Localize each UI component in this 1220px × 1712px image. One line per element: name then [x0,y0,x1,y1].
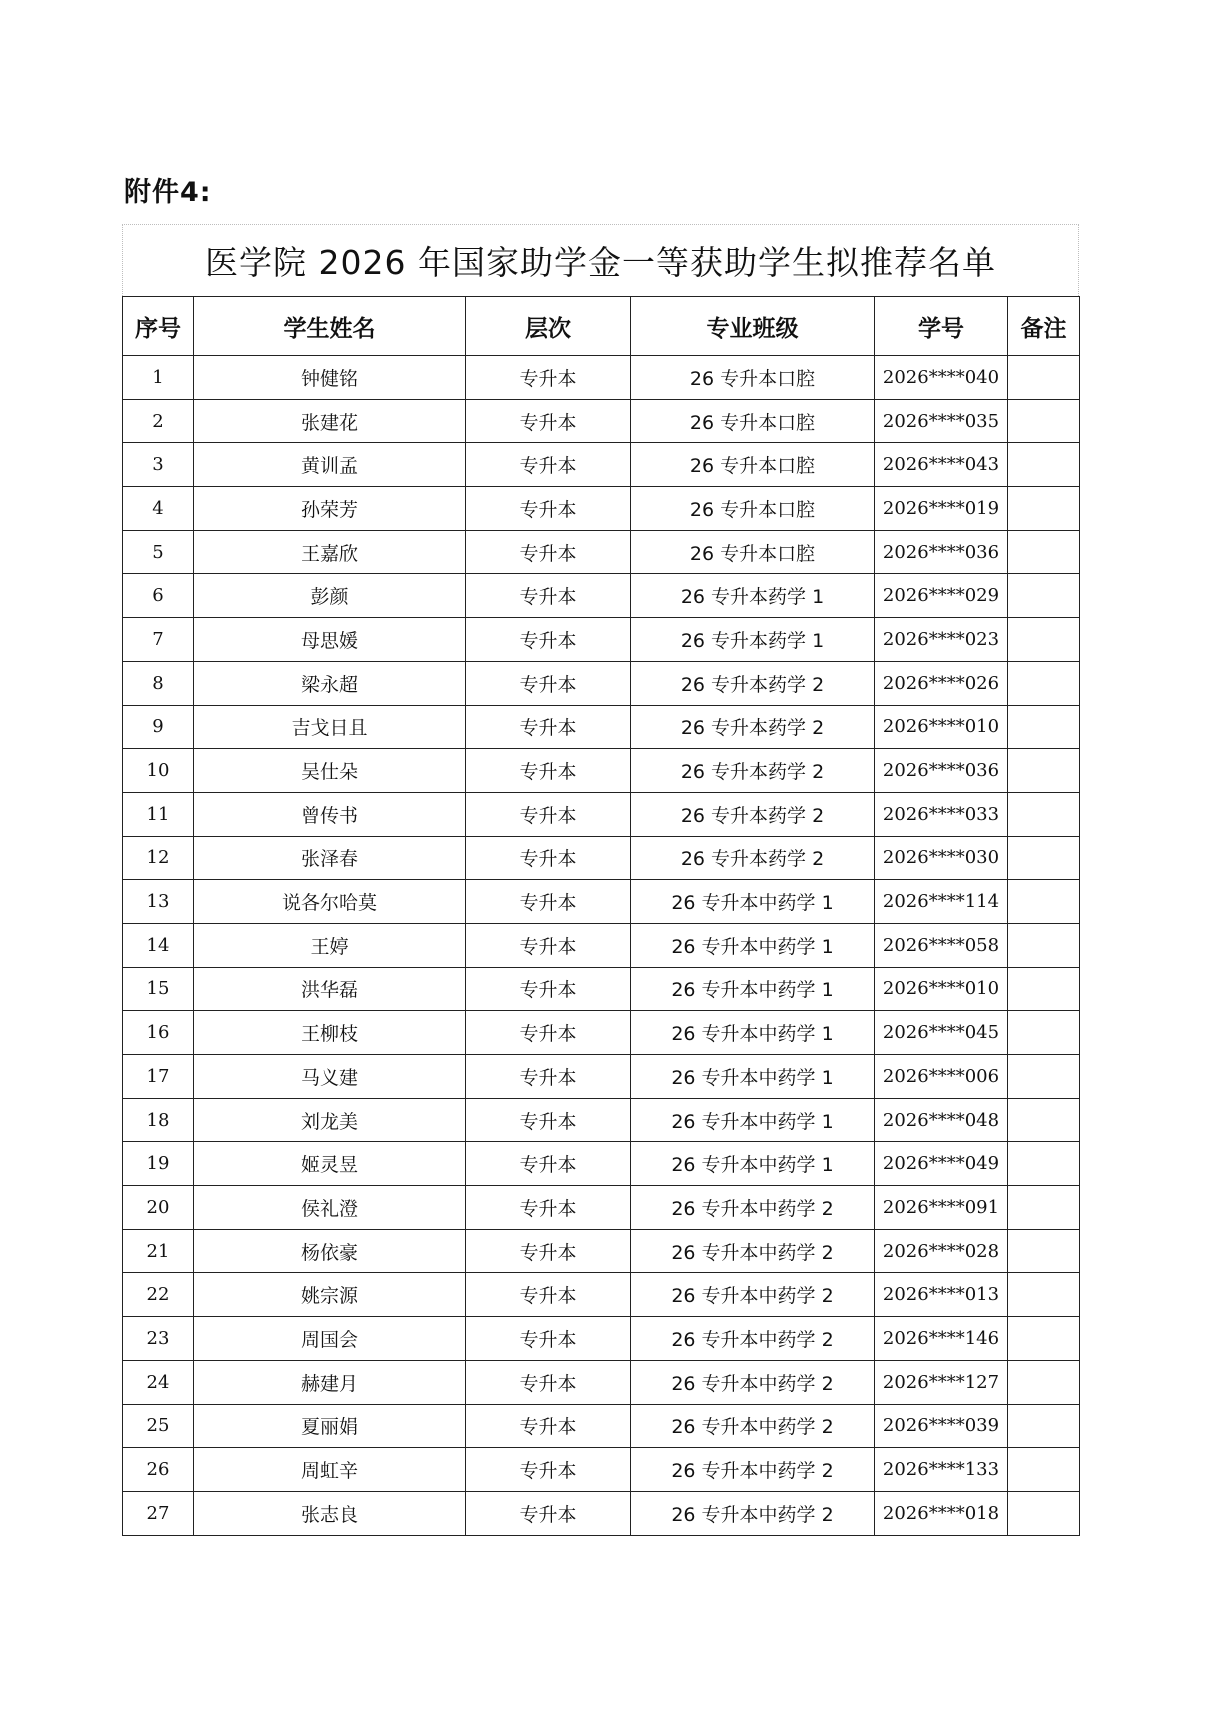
cell-name: 马义建 [194,1055,466,1099]
cell-name: 姚宗源 [194,1273,466,1317]
cell-note [1008,749,1080,793]
cell-level: 专升本 [466,399,631,443]
cell-class: 26 专升本口腔 [631,443,875,487]
cell-level: 专升本 [466,1098,631,1142]
cell-class: 26 专升本中药学 1 [631,1098,875,1142]
cell-name: 说各尔哈莫 [194,880,466,924]
cell-seq: 15 [123,967,194,1011]
cell-level: 专升本 [466,618,631,662]
cell-seq: 13 [123,880,194,924]
table-row [123,1229,1080,1273]
cell-note [1008,574,1080,618]
cell-class: 26 专升本口腔 [631,530,875,574]
table-row [123,618,1080,662]
cell-seq: 17 [123,1055,194,1099]
cell-name: 黄训孟 [194,443,466,487]
cell-class: 26 专升本中药学 1 [631,880,875,924]
cell-seq: 14 [123,923,194,967]
header-name: 学生姓名 [194,297,466,356]
cell-student-id: 2026****018 [875,1491,1008,1535]
header-student-id: 学号 [875,297,1008,356]
cell-class: 26 专升本口腔 [631,356,875,400]
cell-name: 刘龙美 [194,1098,466,1142]
table-row [123,574,1080,618]
cell-student-id: 2026****040 [875,356,1008,400]
cell-name: 吴仕朵 [194,749,466,793]
table-row [123,967,1080,1011]
cell-note [1008,1142,1080,1186]
cell-class: 26 专升本中药学 1 [631,1055,875,1099]
header-level: 层次 [466,297,631,356]
cell-note [1008,1448,1080,1492]
cell-student-id: 2026****043 [875,443,1008,487]
cell-name: 张泽春 [194,836,466,880]
cell-name: 王婷 [194,923,466,967]
cell-note [1008,967,1080,1011]
cell-seq: 8 [123,661,194,705]
cell-class: 26 专升本中药学 1 [631,1142,875,1186]
cell-class: 26 专升本中药学 2 [631,1360,875,1404]
cell-level: 专升本 [466,967,631,1011]
table-row [123,923,1080,967]
cell-name: 母思媛 [194,618,466,662]
cell-seq: 11 [123,792,194,836]
cell-student-id: 2026****023 [875,618,1008,662]
cell-level: 专升本 [466,1055,631,1099]
cell-seq: 19 [123,1142,194,1186]
cell-note [1008,530,1080,574]
table-row [123,356,1080,400]
cell-note [1008,399,1080,443]
cell-seq: 12 [123,836,194,880]
header-class: 专业班级 [631,297,875,356]
cell-level: 专升本 [466,1491,631,1535]
cell-name: 曾传书 [194,792,466,836]
cell-class: 26 专升本中药学 2 [631,1491,875,1535]
cell-seq: 1 [123,356,194,400]
table-row [123,487,1080,531]
cell-class: 26 专升本药学 2 [631,792,875,836]
cell-name: 钟健铭 [194,356,466,400]
table-row [123,661,1080,705]
cell-class: 26 专升本中药学 1 [631,967,875,1011]
cell-class: 26 专升本口腔 [631,399,875,443]
cell-note [1008,1098,1080,1142]
cell-seq: 7 [123,618,194,662]
table-row [123,1404,1080,1448]
cell-name: 周虹辛 [194,1448,466,1492]
cell-level: 专升本 [466,443,631,487]
cell-class: 26 专升本中药学 2 [631,1448,875,1492]
cell-note [1008,1011,1080,1055]
table-row [123,792,1080,836]
header-note: 备注 [1008,297,1080,356]
cell-student-id: 2026****045 [875,1011,1008,1055]
cell-name: 侯礼澄 [194,1186,466,1230]
cell-student-id: 2026****035 [875,399,1008,443]
cell-student-id: 2026****029 [875,574,1008,618]
cell-class: 26 专升本药学 2 [631,661,875,705]
cell-note [1008,1404,1080,1448]
cell-level: 专升本 [466,1186,631,1230]
cell-name: 王嘉欣 [194,530,466,574]
cell-name: 洪华磊 [194,967,466,1011]
cell-class: 26 专升本中药学 2 [631,1404,875,1448]
cell-note [1008,836,1080,880]
table-row [123,705,1080,749]
cell-level: 专升本 [466,923,631,967]
cell-name: 赫建月 [194,1360,466,1404]
cell-level: 专升本 [466,1142,631,1186]
table-row [123,1491,1080,1535]
cell-name: 周国会 [194,1317,466,1361]
cell-seq: 23 [123,1317,194,1361]
recommendation-sheet [122,224,1079,1536]
cell-note [1008,356,1080,400]
cell-class: 26 专升本药学 1 [631,618,875,662]
cell-note [1008,880,1080,924]
table-body [123,356,1080,1536]
cell-seq: 4 [123,487,194,531]
table-row [123,1448,1080,1492]
cell-student-id: 2026****019 [875,487,1008,531]
cell-seq: 3 [123,443,194,487]
table-row [123,1142,1080,1186]
cell-student-id: 2026****049 [875,1142,1008,1186]
table-row [123,1011,1080,1055]
cell-note [1008,443,1080,487]
table-row [123,1317,1080,1361]
cell-level: 专升本 [466,487,631,531]
cell-note [1008,923,1080,967]
cell-student-id: 2026****036 [875,530,1008,574]
cell-class: 26 专升本口腔 [631,487,875,531]
cell-note [1008,1317,1080,1361]
cell-level: 专升本 [466,1448,631,1492]
cell-note [1008,1229,1080,1273]
cell-level: 专升本 [466,1273,631,1317]
cell-seq: 24 [123,1360,194,1404]
table-row [123,443,1080,487]
cell-class: 26 专升本药学 2 [631,749,875,793]
cell-student-id: 2026****039 [875,1404,1008,1448]
cell-name: 张志良 [194,1491,466,1535]
cell-note [1008,705,1080,749]
cell-level: 专升本 [466,530,631,574]
student-table [122,296,1080,1536]
cell-name: 张建花 [194,399,466,443]
cell-seq: 10 [123,749,194,793]
cell-name: 彭颜 [194,574,466,618]
cell-class: 26 专升本中药学 2 [631,1186,875,1230]
cell-seq: 16 [123,1011,194,1055]
cell-student-id: 2026****058 [875,923,1008,967]
cell-student-id: 2026****114 [875,880,1008,924]
cell-seq: 2 [123,399,194,443]
header-seq: 序号 [123,297,194,356]
cell-level: 专升本 [466,1011,631,1055]
cell-name: 孙荣芳 [194,487,466,531]
cell-student-id: 2026****133 [875,1448,1008,1492]
document-title: 医学院 2026 年国家助学金一等获助学生拟推荐名单 [122,224,1079,296]
cell-note [1008,1055,1080,1099]
cell-name: 王柳枝 [194,1011,466,1055]
cell-seq: 5 [123,530,194,574]
table-row [123,1360,1080,1404]
table-row [123,1273,1080,1317]
table-row [123,880,1080,924]
cell-level: 专升本 [466,1360,631,1404]
cell-level: 专升本 [466,1229,631,1273]
cell-seq: 25 [123,1404,194,1448]
cell-note [1008,1186,1080,1230]
cell-note [1008,661,1080,705]
cell-note [1008,1491,1080,1535]
cell-class: 26 专升本中药学 2 [631,1317,875,1361]
cell-student-id: 2026****048 [875,1098,1008,1142]
cell-seq: 22 [123,1273,194,1317]
cell-class: 26 专升本中药学 2 [631,1273,875,1317]
cell-student-id: 2026****146 [875,1317,1008,1361]
cell-student-id: 2026****036 [875,749,1008,793]
cell-seq: 18 [123,1098,194,1142]
table-row [123,749,1080,793]
cell-level: 专升本 [466,705,631,749]
table-row [123,399,1080,443]
table-row [123,1186,1080,1230]
cell-class: 26 专升本中药学 1 [631,1011,875,1055]
cell-level: 专升本 [466,836,631,880]
cell-name: 梁永超 [194,661,466,705]
cell-note [1008,1273,1080,1317]
cell-student-id: 2026****010 [875,705,1008,749]
cell-student-id: 2026****006 [875,1055,1008,1099]
cell-name: 夏丽娟 [194,1404,466,1448]
cell-note [1008,618,1080,662]
cell-class: 26 专升本药学 1 [631,574,875,618]
table-row [123,530,1080,574]
cell-seq: 26 [123,1448,194,1492]
cell-note [1008,792,1080,836]
cell-level: 专升本 [466,661,631,705]
cell-class: 26 专升本药学 2 [631,836,875,880]
cell-student-id: 2026****028 [875,1229,1008,1273]
cell-seq: 9 [123,705,194,749]
cell-name: 姬灵昱 [194,1142,466,1186]
cell-seq: 27 [123,1491,194,1535]
cell-class: 26 专升本药学 2 [631,705,875,749]
cell-class: 26 专升本中药学 1 [631,923,875,967]
cell-name: 杨依豪 [194,1229,466,1273]
cell-student-id: 2026****030 [875,836,1008,880]
cell-level: 专升本 [466,749,631,793]
cell-class: 26 专升本中药学 2 [631,1229,875,1273]
cell-student-id: 2026****010 [875,967,1008,1011]
table-row [123,836,1080,880]
cell-seq: 21 [123,1229,194,1273]
cell-level: 专升本 [466,356,631,400]
cell-level: 专升本 [466,574,631,618]
cell-name: 吉戈日且 [194,705,466,749]
cell-note [1008,1360,1080,1404]
cell-student-id: 2026****033 [875,792,1008,836]
table-row [123,1098,1080,1142]
cell-seq: 20 [123,1186,194,1230]
cell-level: 专升本 [466,1404,631,1448]
cell-level: 专升本 [466,792,631,836]
cell-note [1008,487,1080,531]
cell-level: 专升本 [466,1317,631,1361]
table-row [123,1055,1080,1099]
table-header-row [123,297,1080,356]
cell-level: 专升本 [466,880,631,924]
cell-student-id: 2026****127 [875,1360,1008,1404]
cell-student-id: 2026****091 [875,1186,1008,1230]
attachment-label: 附件4: [124,177,212,208]
cell-seq: 6 [123,574,194,618]
cell-student-id: 2026****026 [875,661,1008,705]
cell-student-id: 2026****013 [875,1273,1008,1317]
